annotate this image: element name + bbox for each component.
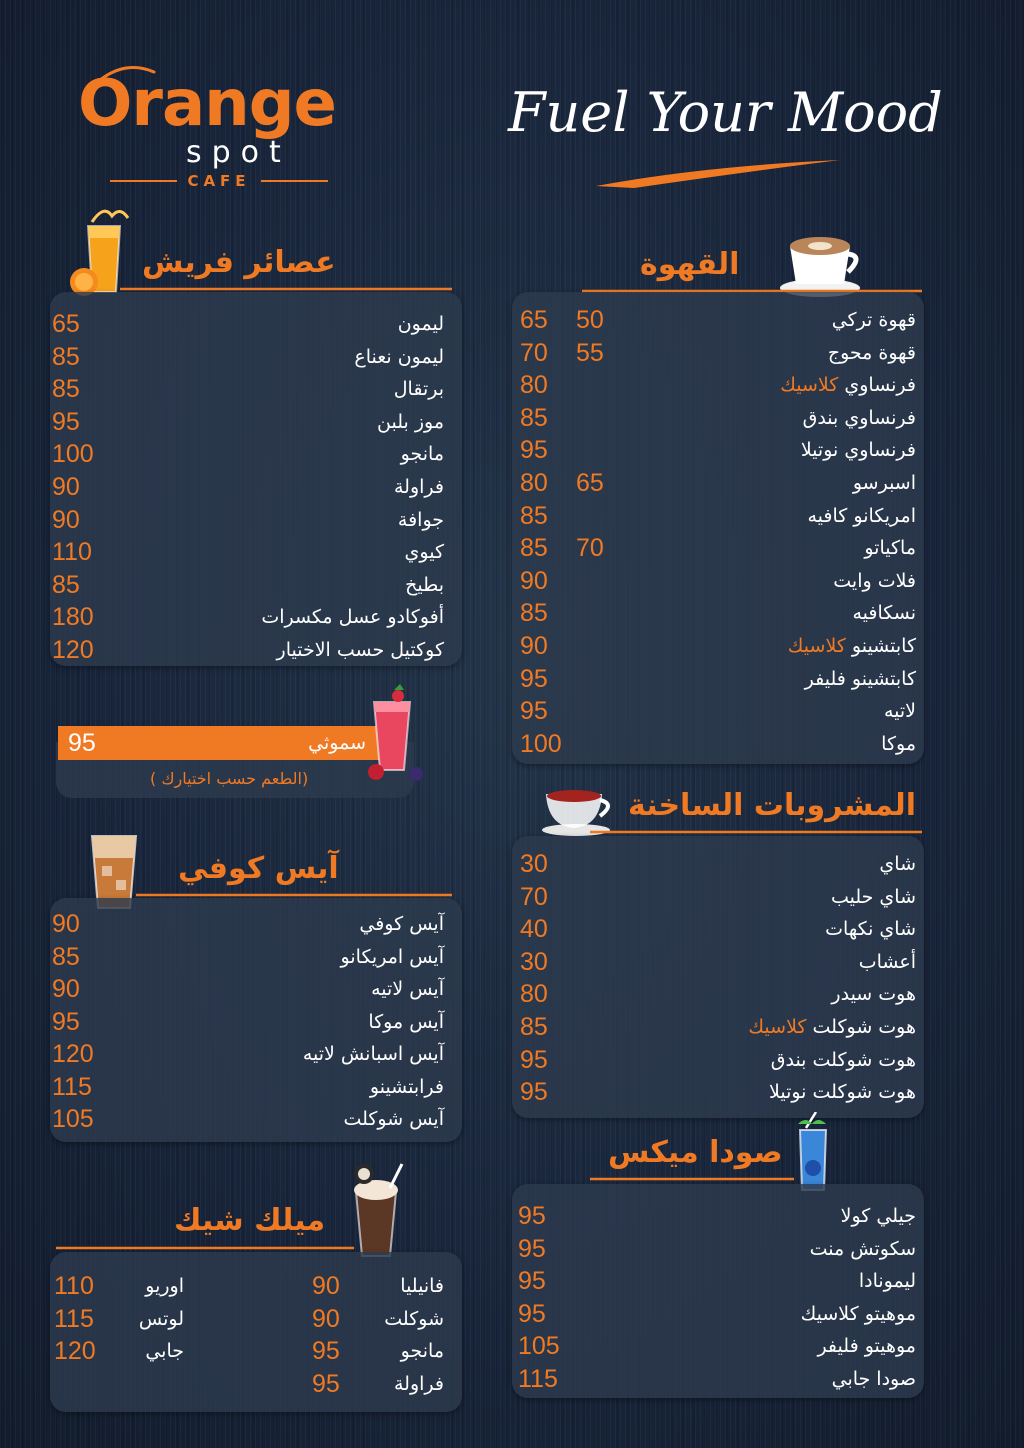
item-price: 70 — [520, 882, 548, 911]
item-name-text: ماكياتو — [864, 537, 916, 560]
item-name — [803, 402, 916, 434]
item-name — [343, 1103, 444, 1135]
menu-item-row — [50, 908, 462, 940]
item-name-text: جوافة — [397, 508, 444, 531]
item-name — [394, 373, 444, 405]
item-name-text: اسبرسو — [852, 472, 916, 494]
item-name — [841, 1200, 916, 1232]
menu-item-row — [50, 536, 462, 568]
item-price: 95 — [52, 407, 80, 436]
item-price: 95 — [518, 1299, 546, 1328]
item-name — [341, 941, 444, 973]
item-name — [394, 471, 444, 503]
menu-item-row — [512, 1298, 924, 1330]
item-price: 110 — [54, 1272, 94, 1300]
item-name: فراولة — [394, 1372, 444, 1395]
menu-item-row — [50, 601, 462, 633]
item-name: جابي — [145, 1340, 184, 1363]
item-price: 90 — [52, 910, 80, 938]
item-name-text: كيوي — [404, 541, 444, 564]
item-name — [401, 438, 444, 470]
item-price-single: 70 — [576, 534, 604, 563]
item-price-double: 70 — [520, 338, 548, 367]
item-price-double: 80 — [520, 371, 548, 400]
item-name — [748, 1011, 916, 1043]
item-name — [881, 728, 916, 760]
item-name — [808, 500, 917, 532]
item-name — [805, 663, 916, 695]
item-price: 85 — [52, 375, 80, 404]
item-price-double: 100 — [520, 729, 562, 758]
item-price-single: 55 — [576, 338, 604, 367]
item-name-text: فرابتشينو — [369, 1075, 444, 1098]
item-name-text: مانجو — [400, 443, 444, 466]
item-name-text: ليمون نعناع — [354, 345, 444, 368]
item-name-text: كوكتيل حسب الاختيار — [276, 639, 444, 661]
item-name — [303, 1038, 444, 1070]
item-name — [788, 630, 916, 662]
item-name-text: جيلي كولا — [840, 1205, 916, 1227]
item-name-text: نسكافيه — [852, 602, 916, 625]
item-price-double: 95 — [520, 697, 548, 726]
menu-item-row — [512, 630, 924, 662]
item-name-text: برتقال — [393, 378, 444, 401]
menu-item-row — [50, 504, 462, 536]
menu-item-row — [50, 1103, 462, 1135]
item-name-text: موز بلبن — [377, 410, 444, 433]
item-name — [833, 565, 916, 597]
juices-panel — [50, 292, 462, 666]
menu-item-row — [512, 500, 924, 532]
menu-item-row — [512, 1011, 924, 1043]
menu-item-row — [512, 663, 924, 695]
menu-item-row — [50, 569, 462, 601]
divider — [110, 180, 177, 182]
item-name — [405, 569, 444, 601]
item-name — [354, 341, 444, 373]
item-price: 105 — [518, 1332, 560, 1361]
item-name-text: آيس موكا — [368, 1010, 444, 1033]
item-price: 110 — [52, 538, 92, 567]
item-price: 30 — [520, 850, 548, 878]
item-price: 85 — [52, 570, 80, 599]
item-price: 120 — [52, 1040, 94, 1068]
item-name — [359, 908, 444, 940]
logo-tagline-row — [110, 172, 328, 190]
item-name — [261, 601, 444, 633]
menu-item-row — [512, 1233, 924, 1265]
item-price: 115 — [54, 1304, 94, 1333]
item-name-text: آيس شوكلت — [343, 1108, 444, 1130]
section-title-soda-mix: صودا ميكس — [608, 1135, 783, 1170]
item-price: 90 — [52, 505, 80, 534]
menu-item-row — [512, 1265, 924, 1297]
item-name — [769, 1076, 916, 1108]
item-price: 100 — [52, 440, 94, 469]
menu-item-row — [512, 1076, 924, 1108]
item-name-text: فرنساوي بندق — [802, 406, 916, 429]
menu-item-row — [512, 978, 924, 1010]
item-price: 105 — [52, 1105, 94, 1133]
item-name-text: أفوكادو عسل مكسرات — [261, 606, 444, 629]
menu-item-row — [512, 369, 924, 401]
item-name — [817, 1330, 916, 1362]
menu-item-row — [50, 471, 462, 503]
item-name-text: سكوتش منت — [809, 1237, 916, 1260]
logo-wordmark: Orange — [78, 67, 336, 141]
item-price-double: 80 — [520, 469, 548, 497]
item-name: اوريو — [145, 1275, 184, 1297]
item-price: 90 — [312, 1304, 340, 1333]
section-title-iced-coffee: آيس كوفي — [178, 851, 339, 886]
brush-stroke-icon — [594, 158, 844, 190]
menu-item-row — [50, 308, 462, 340]
logo-subtitle: spot — [186, 135, 291, 170]
item-price-double: 90 — [520, 566, 548, 595]
juice-glass-icon — [68, 204, 140, 300]
menu-item-row — [50, 1038, 462, 1070]
item-name — [277, 634, 444, 666]
item-name — [405, 536, 444, 568]
menu-item-row — [512, 728, 924, 760]
item-price: 80 — [520, 980, 548, 1009]
item-name — [801, 1298, 916, 1330]
iced-coffee-panel — [50, 898, 462, 1142]
item-name — [832, 1363, 916, 1395]
item-name — [398, 504, 444, 536]
item-name-text: ليمونادا — [858, 1270, 916, 1293]
menu-item-row — [512, 434, 924, 466]
item-price: 95 — [520, 1078, 548, 1107]
menu-item-row — [512, 946, 924, 978]
item-name — [831, 881, 916, 913]
item-price-double: 95 — [520, 664, 548, 693]
item-name-text: هوت شوكلت — [806, 1016, 916, 1038]
menu-item-row — [512, 337, 924, 369]
item-price: 115 — [52, 1072, 92, 1101]
item-name — [831, 978, 916, 1010]
item-price: 85 — [52, 342, 80, 371]
item-name — [801, 434, 916, 466]
menu-item-row — [512, 695, 924, 727]
item-price-double: 85 — [520, 403, 548, 432]
item-price: 85 — [520, 1013, 548, 1041]
smoothie-price: 95 — [68, 729, 96, 757]
item-price: 90 — [52, 975, 80, 1003]
menu-item-row — [512, 1044, 924, 1076]
section-underline — [590, 1177, 794, 1181]
menu-item-row — [50, 406, 462, 438]
item-name-text: شاي — [879, 853, 916, 875]
item-name — [368, 1006, 444, 1038]
item-price: 65 — [52, 310, 80, 338]
item-name — [825, 913, 916, 945]
item-price-double: 95 — [520, 436, 548, 465]
item-name-text: فرنساوي نوتيلا — [800, 439, 916, 462]
menu-item-row — [50, 941, 462, 973]
item-price: 95 — [52, 1007, 80, 1036]
item-name — [884, 695, 916, 727]
section-underline — [136, 893, 452, 897]
item-price: 120 — [54, 1337, 96, 1366]
menu-item-row — [50, 438, 462, 470]
item-name-text: موهيتو فليفر — [817, 1335, 916, 1358]
item-name-text: هوت شوكلت بندق — [770, 1048, 916, 1071]
item-name-text: هوت سيدر — [831, 983, 916, 1006]
menu-item-row — [512, 304, 924, 336]
coffee-panel — [512, 292, 924, 764]
item-price: 40 — [520, 915, 548, 944]
item-name: لوتس — [138, 1307, 184, 1330]
item-price: 90 — [52, 473, 80, 501]
item-name — [771, 1044, 916, 1076]
menu-item-row — [50, 1335, 462, 1367]
item-name — [879, 848, 916, 880]
item-name — [853, 467, 916, 499]
menu-item-row — [50, 1006, 462, 1038]
menu-item-row — [512, 597, 924, 629]
item-price-double: 85 — [520, 501, 548, 530]
item-name-text: فراولة — [394, 476, 444, 498]
divider — [261, 180, 328, 182]
menu-item-row — [50, 1368, 462, 1400]
hot-drinks-panel — [512, 836, 924, 1118]
item-name-text: موهيتو كلاسيك — [800, 1302, 916, 1325]
item-name-text: آيس لاتيه — [371, 978, 444, 1000]
item-price: 95 — [518, 1234, 546, 1263]
section-title-juices: عصائر فريش — [142, 245, 336, 280]
menu-item-row — [512, 565, 924, 597]
item-name-accent: كلاسيك — [780, 374, 839, 397]
menu-item-row — [50, 973, 462, 1005]
item-price: 95 — [312, 1369, 340, 1398]
menu-item-row — [50, 634, 462, 666]
item-price: 95 — [518, 1202, 546, 1230]
item-price: 30 — [520, 947, 548, 976]
item-name-text: صودا جابي — [831, 1368, 916, 1390]
item-price: 115 — [518, 1365, 558, 1393]
item-name — [371, 973, 444, 1005]
menu-item-row — [50, 341, 462, 373]
item-price: 95 — [518, 1267, 546, 1296]
item-name-accent: كلاسيك — [748, 1016, 807, 1038]
section-underline — [590, 830, 922, 834]
logo-cafe-label: CAFE — [187, 172, 251, 190]
item-price: 85 — [52, 942, 80, 971]
item-name — [864, 532, 916, 564]
item-name-text: شاي نكهات — [825, 918, 916, 941]
item-name: شوكلت — [384, 1307, 444, 1330]
item-name-text: فرنساوي — [838, 374, 916, 397]
milkshake-panel — [50, 1252, 462, 1412]
item-name-text: موكا — [881, 732, 916, 755]
menu-item-row — [512, 467, 924, 499]
item-price-single: 65 — [576, 469, 604, 497]
item-name — [810, 1233, 916, 1265]
menu-item-row — [512, 402, 924, 434]
item-name-text: بطيخ — [405, 573, 444, 596]
item-name — [828, 337, 916, 369]
section-title-coffee: القهوة — [640, 247, 740, 282]
menu-item-row — [512, 848, 924, 880]
item-name-text: آيس امريكانو — [340, 945, 444, 968]
item-name: فانيليا — [400, 1275, 444, 1297]
item-price: 120 — [52, 636, 94, 664]
item-name-text: آيس كوفي — [359, 913, 444, 935]
item-name — [859, 1265, 916, 1297]
item-name-text: كابتشينو فليفر — [804, 667, 916, 690]
menu-item-row — [512, 913, 924, 945]
item-name-text: أعشاب — [858, 950, 916, 973]
smoothie-name: سموثي — [308, 732, 366, 754]
item-price: 95 — [520, 1045, 548, 1074]
item-name-text: قهوة محوج — [827, 341, 916, 364]
section-underline — [120, 287, 452, 291]
smoothie-glass-icon — [364, 684, 430, 784]
item-name-text: شاي حليب — [830, 885, 916, 908]
item-price-double: 65 — [520, 306, 548, 334]
menu-item-row — [512, 532, 924, 564]
item-name-text: هوت شوكلت نوتيلا — [769, 1081, 916, 1104]
item-price: 95 — [312, 1337, 340, 1366]
item-name — [370, 1071, 444, 1103]
item-name-text: كابتشينو — [845, 635, 916, 657]
item-name-accent: كلاسيك — [787, 635, 846, 657]
menu-item-row — [50, 373, 462, 405]
item-name — [852, 597, 916, 629]
item-name — [859, 946, 916, 978]
menu-item-row — [50, 1270, 462, 1302]
item-price-single: 50 — [576, 306, 604, 334]
item-price: 90 — [312, 1272, 340, 1300]
section-title-milkshake: ميلك شيك — [174, 1203, 326, 1238]
item-name-text: امريكانو كافيه — [807, 504, 916, 527]
item-price-double: 85 — [520, 534, 548, 563]
section-title-hot-drinks: المشروبات الساخنة — [628, 788, 917, 823]
item-name-text: فلات وايت — [833, 569, 916, 592]
item-name-text: آيس اسبانش لاتيه — [302, 1043, 444, 1065]
item-name — [398, 308, 444, 340]
item-name-text: ليمون — [397, 313, 444, 335]
item-name — [832, 304, 916, 336]
soda-glass-icon — [788, 1112, 838, 1194]
menu-item-row — [512, 1330, 924, 1362]
item-price-double: 85 — [520, 599, 548, 628]
item-name — [780, 369, 916, 401]
menu-item-row — [50, 1071, 462, 1103]
section-underline — [56, 1246, 354, 1250]
menu-item-row — [512, 1363, 924, 1395]
menu-item-row — [512, 1200, 924, 1232]
item-name: مانجو — [400, 1340, 444, 1363]
smoothie-note: (الطعم حسب اختيارك ) — [150, 769, 309, 788]
soda-mix-panel — [512, 1184, 924, 1398]
menu-item-row — [512, 881, 924, 913]
item-name-text: لاتيه — [883, 700, 916, 723]
item-name-text: قهوة تركي — [831, 309, 916, 331]
item-name — [377, 406, 444, 438]
item-price-double: 90 — [520, 632, 548, 660]
menu-item-row — [50, 1303, 462, 1335]
item-price: 180 — [52, 603, 94, 632]
slogan: Fuel Your Mood — [508, 81, 943, 144]
